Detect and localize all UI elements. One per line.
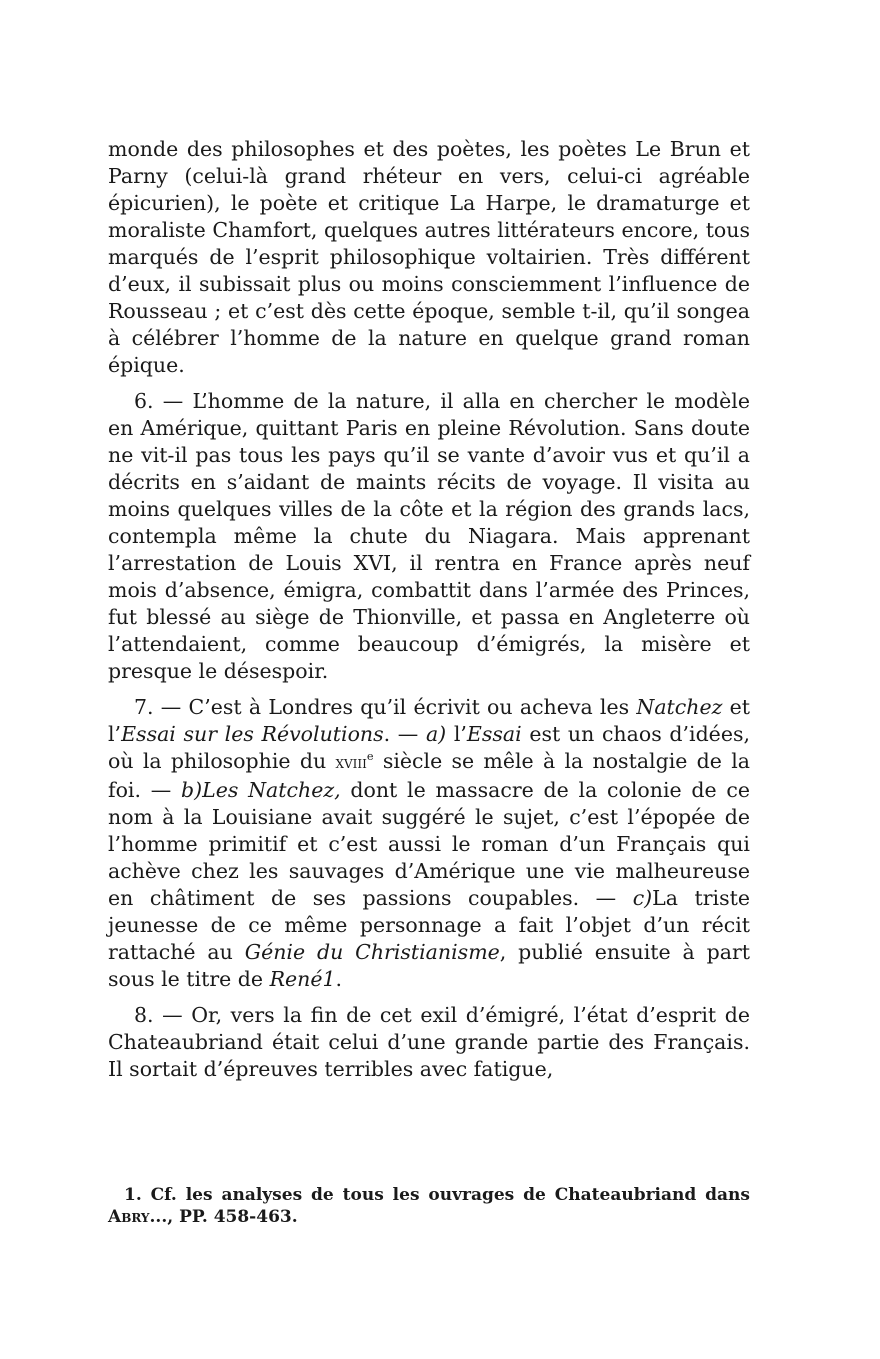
enumeration-marker: a) (425, 722, 447, 746)
paragraph-text: 8. — Or, vers la fin de cet exil d’émigré, l’état d’esprit de Chateaubriand était celui d’une grande partie des Français. Il sortait d’épreuves terribles avec fatigue, (108, 1003, 750, 1081)
footnote-reference: 1 (322, 967, 336, 991)
paragraph-8 (108, 1002, 750, 1083)
text-run: siècle se mêle à la nostalgie de la foi. — (108, 749, 750, 802)
text-run: est un chaos d’idées, où la philosophie du (108, 722, 750, 773)
text-run: . — (383, 722, 426, 746)
paragraph-text: 6. — L’homme de la nature, il alla en chercher le modèle en Amérique, quittant Paris en pleine Révolution. Sans doute ne vit-il pas tous les pays qu’il se vante d’avoir vus et qu’il a décrits en s’aidant de maints récits de voyage. Il visita au moins quelques villes de la côte et la région des grands lacs, contempla même la chute du Niagara. Mais apprenant l’arrestation de Louis XVI, il rentra en France après neuf mois d’absence, émigra, combattit dans l’armée des Princes, fut blessé au siège de Thionville, et passa en Angleterre où l’attendaient, comme beaucoup d’émigrés, la misère et presque le désespoir. (108, 389, 750, 683)
italic-title: b)Les Natchez, (180, 778, 341, 802)
italic-title: Essai (466, 722, 522, 746)
italic-title: Essai sur les Révolutions (121, 722, 384, 746)
text-run: dont le massacre de la colonie de ce nom à la Louisiane avait suggéré le sujet, c’est l’épopée de l’homme primitif et c’est aussi le roman d’un Français qui achève chez les sauvages d’Amérique une vie malheureuse en châtiment de ses passions coupables. — (108, 778, 750, 910)
paragraph-7 (108, 694, 750, 993)
italic-title: Natchez (636, 695, 723, 719)
enumeration-marker: c) (632, 886, 653, 910)
century-superscript: e (366, 750, 374, 764)
text-run: . (335, 967, 343, 991)
footnote (108, 1184, 750, 1228)
body-text (108, 136, 750, 1083)
paragraph-6 (108, 388, 750, 685)
text-run: l’ (446, 722, 467, 746)
text-run: La triste jeunesse de ce même personnage a fait l’objet d’un récit rattaché au (108, 886, 750, 964)
text-run: 7. — C’est à Londres qu’il écrivit ou acheva les (134, 695, 637, 719)
footnote-pages: ..., PP. 458-463. (149, 1207, 298, 1227)
italic-title: Génie du Christianisme (244, 940, 500, 964)
footnote-text: Cf. les analyses de tous les ouvrages de Chateaubriand dans (141, 1185, 750, 1205)
footnote-number: 1. (124, 1185, 142, 1205)
italic-title: René (269, 967, 323, 991)
text-run: et l’ (108, 695, 750, 746)
footnote-author: Abry (108, 1207, 150, 1227)
paragraph-continuation (108, 136, 750, 379)
century-numeral: xviii (335, 753, 367, 773)
paragraph-text: monde des philosophes et des poètes, les poètes Le Brun et Parny (celui-là grand rhéteur en vers, celui-ci agréable épicurien), le poète et critique La Harpe, le dramaturge et moraliste Chamfort, quelques autres littérateurs encore, tous marqués de l’esprit philosophique voltairien. Très différent d’eux, il subissait plus ou moins consciemment l’influence de Rousseau ; et c’est dès cette époque, semble t-il, qu’il songea à célébrer l’homme de la nature en quelque grand roman épique. (108, 137, 750, 377)
text-run: , publié ensuite à part sous le titre de (108, 940, 750, 991)
